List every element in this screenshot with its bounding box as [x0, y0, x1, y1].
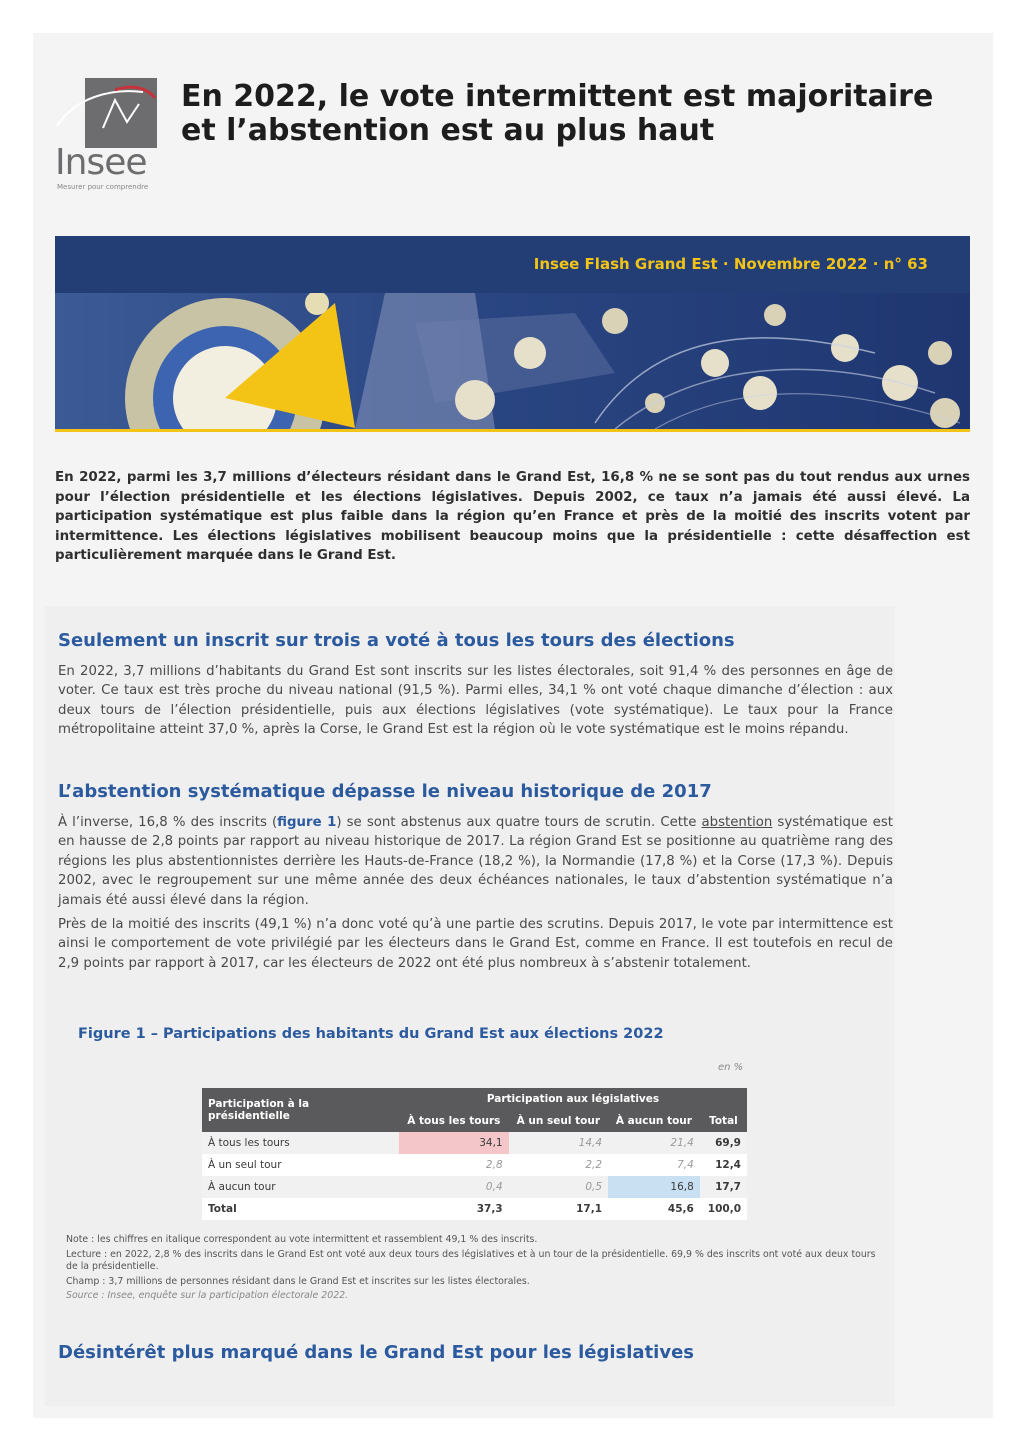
- table-cell: 69,9: [700, 1132, 747, 1154]
- publication-banner: [55, 236, 970, 293]
- table-cell: 17,1: [509, 1198, 608, 1220]
- table-cell: 34,1: [399, 1132, 509, 1154]
- logo-mark: [85, 78, 157, 148]
- issue-label: Insee Flash Grand Est · Novembre 2022 · n° 63: [533, 255, 928, 273]
- figure-table: [202, 1088, 747, 1220]
- row-label: À tous les tours: [202, 1132, 399, 1154]
- table-cell: 37,3: [399, 1198, 509, 1220]
- section3-heading: Désintérêt plus marqué dans le Grand Est pour les législatives: [58, 1342, 694, 1363]
- table-cell: 14,4: [509, 1132, 608, 1154]
- figure-1-link[interactable]: figure 1: [277, 815, 337, 830]
- table-row: [202, 1154, 747, 1176]
- row-label: Total: [202, 1198, 399, 1220]
- figure-source: Source : Insee, enquête sur la participation électorale 2022.: [66, 1290, 349, 1302]
- figure-lecture: Lecture : en 2022, 2,8 % des inscrits dans le Grand Est ont voté aux deux tours des législatives et à un tour de la présidentielle. 69,9 % des inscrits ont voté aux deux tours de la présidentielle.: [66, 1248, 876, 1273]
- table-row: [202, 1132, 747, 1154]
- figure-champ: Champ : 3,7 millions de personnes résidant dans le Grand Est et inscrites sur les listes électorales.: [66, 1275, 530, 1287]
- table-cell: 45,6: [608, 1198, 700, 1220]
- table-cell: 100,0: [700, 1198, 747, 1220]
- figure-unit: en %: [718, 1062, 744, 1073]
- table-cell: 0,5: [509, 1176, 608, 1198]
- row-label: À aucun tour: [202, 1176, 399, 1198]
- insee-logo[interactable]: [55, 78, 157, 196]
- figure-notes: [66, 1234, 886, 1305]
- row-label: À un seul tour: [202, 1154, 399, 1176]
- table-row: [202, 1176, 747, 1198]
- section2-text-b: ) se sont abstenus aux quatre tours de scrutin. Cette: [336, 815, 702, 830]
- table-cell: 12,4: [700, 1154, 747, 1176]
- table-column-header: À aucun tour: [608, 1110, 700, 1132]
- figure-note: Note : les chiffres en italique correspondent au vote intermittent et rassemblent 49,1 % des inscrits.: [66, 1234, 538, 1245]
- table-cell: 7,4: [608, 1154, 700, 1176]
- logo-swoosh-icon: [55, 78, 157, 148]
- section2-paragraph-1: [58, 813, 893, 910]
- section1-text: En 2022, 3,7 millions d’habitants du Grand Est sont inscrits sur les listes électorales, soit 91,4 % des personnes en âge de voter. Ce taux est très proche du niveau national (91,5 %). Parmi elles, 34,1 % ont voté chaque dimanche d’élection : aux deux tours de l’élection présidentielle, puis aux élections législatives (vote systématique). Le taux pour la France métropolitaine atteint 37,0 %, après la Corse, le Grand Est est la région où le vote systématique est le moins répandu.: [58, 664, 893, 738]
- banner-accent-line: [55, 429, 970, 432]
- table-cell: 16,8: [608, 1176, 700, 1198]
- section2-paragraph-2: Près de la moitié des inscrits (49,1 %) n’a donc voté qu’à une partie des scrutins. Depuis 2017, le vote par intermittence est ainsi le comportement de vote privilégié par les électeurs dans le Grand Est, comme en France. Il est toutefois en recul de 2,9 points par rapport à 2017, car les électeurs de 2022 ont été plus nombreux à s’abstenir totalement.: [58, 917, 893, 971]
- abstention-definition-link[interactable]: abstention: [701, 815, 773, 830]
- table-column-header: Total: [700, 1110, 747, 1132]
- logo-wordmark: Insee: [55, 142, 147, 183]
- table-header-presidential: Participation à la présidentielle: [202, 1088, 399, 1132]
- banner-illustration: [55, 293, 970, 429]
- table-header-legislative: Participation aux législatives: [399, 1088, 747, 1110]
- section1-heading: Seulement un inscrit sur trois a voté à tous les tours des élections: [58, 630, 735, 651]
- figure-title: Figure 1 – Participations des habitants du Grand Est aux élections 2022: [78, 1026, 664, 1042]
- table-cell: 21,4: [608, 1132, 700, 1154]
- table-cell: 17,7: [700, 1176, 747, 1198]
- table-cell: 0,4: [399, 1176, 509, 1198]
- page-title: En 2022, le vote intermittent est majoritaire et l’abstention est au plus haut: [181, 79, 934, 148]
- table-cell: 2,2: [509, 1154, 608, 1176]
- section2-text-a: À l’inverse, 16,8 % des inscrits (: [58, 815, 278, 830]
- table-row-total: [202, 1198, 747, 1220]
- table-column-header: À un seul tour: [509, 1110, 608, 1132]
- section2-text-c: systématique est en hausse de 2,8 points par rapport au niveau historique de 2017. La région Grand Est se positionne au quatrième rang des régions les plus abstentionnistes derrière les Hauts-de-France (18,2 %), la Normandie (17,8 %) et la Corse (17,3 %). Depuis 2002, avec le regroupement sur une même année des deux échéances nationales, le taux d’abstention systématique n’a jamais été aussi élevé dans la région.: [58, 815, 894, 908]
- abstract: En 2022, parmi les 3,7 millions d’électeurs résidant dans le Grand Est, 16,8 % ne se sont pas du tout rendus aux urnes pour l’élection présidentielle et les élections législatives. Depuis 2002, ce taux n’a jamais été aussi élevé. La participation systématique est plus faible dans la région qu’en France et près de la moitié des inscrits votent par intermittence. Les élections législatives mobilisent beaucoup moins que la présidentielle : cette désaffection est particulièrement marquée dans le Grand Est.: [55, 470, 970, 564]
- table-column-header: À tous les tours: [399, 1110, 509, 1132]
- table-cell: 2,8: [399, 1154, 509, 1176]
- logo-tagline: Mesurer pour comprendre: [57, 183, 149, 191]
- section2-heading: L’abstention systématique dépasse le niveau historique de 2017: [58, 781, 712, 802]
